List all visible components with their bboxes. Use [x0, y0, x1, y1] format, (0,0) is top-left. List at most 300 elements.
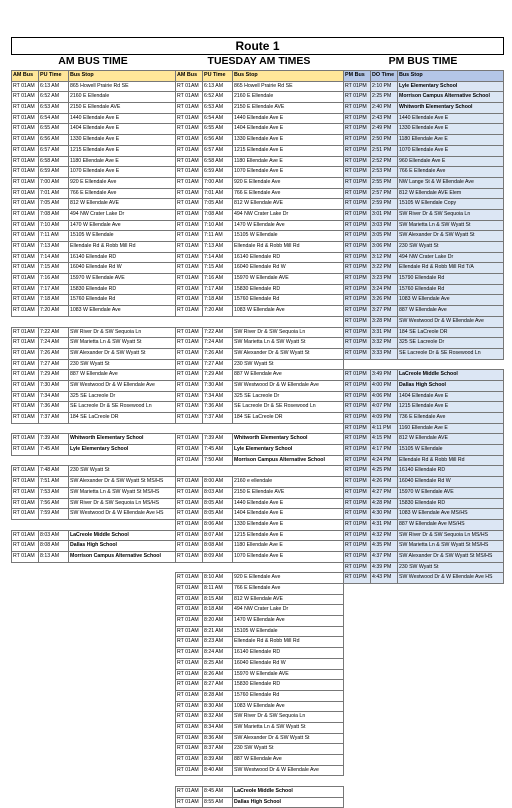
stop-cell: 2160 e ellendale — [233, 477, 344, 488]
stop-cell: 494 NW Crater Lake Dr — [233, 605, 344, 616]
stop-cell: Ellendale Rd & Robb Mill Rd T/A — [398, 263, 504, 274]
time-cell: 7:17 AM — [39, 284, 69, 295]
time-cell: 8:24 AM — [203, 648, 233, 659]
table-row — [176, 733, 344, 744]
table-row — [176, 722, 344, 733]
stop-cell: 16040 Ellendale Rd W — [233, 658, 344, 669]
time-cell: 6:13 AM — [203, 81, 233, 92]
pm-bus-header: PM Bus — [344, 71, 371, 82]
time-cell: 6:56 AM — [39, 135, 69, 146]
time-cell: 8:26 AM — [203, 669, 233, 680]
time-cell: 4:15 PM — [371, 434, 398, 445]
stop-cell: 766 E Ellendale Ave — [398, 167, 504, 178]
stop-cell: 887 W Ellendale Ave — [233, 755, 344, 766]
bus-cell: RT 01PM — [344, 530, 371, 541]
stop-cell: Dallas High School — [233, 797, 344, 808]
stop-cell: 1404 Ellendale Ave E — [69, 124, 176, 135]
bus-cell: RT 01PM — [344, 167, 371, 178]
time-cell: 7:30 AM — [39, 380, 69, 391]
table-row — [176, 455, 344, 466]
spacer-cell — [12, 316, 176, 327]
table-row — [344, 573, 504, 584]
bus-cell: RT 01AM — [176, 145, 203, 156]
time-cell: 3:33 PM — [371, 348, 398, 359]
bus-cell: RT 01PM — [344, 509, 371, 520]
am-schedule-table — [11, 70, 176, 563]
spacer-row — [12, 316, 176, 327]
bus-cell: RT 01PM — [344, 231, 371, 242]
table-row — [344, 199, 504, 210]
time-cell: 7:20 AM — [203, 306, 233, 317]
am-bus-header: AM Bus — [12, 71, 39, 82]
bus-cell: RT 01AM — [176, 252, 203, 263]
table-row — [176, 103, 344, 114]
table-row — [176, 744, 344, 755]
bus-cell: RT 01AM — [176, 177, 203, 188]
stop-cell: SW Alexander Dr & SW Wyatt St — [398, 231, 504, 242]
bus-cell: RT 01PM — [344, 306, 371, 317]
time-cell: 2:25 PM — [371, 92, 398, 103]
table-row — [344, 466, 504, 477]
table-row — [344, 113, 504, 124]
time-cell: 7:22 AM — [203, 327, 233, 338]
stop-cell: Morrison Campus Alternative School — [398, 92, 504, 103]
time-cell: 8:27 AM — [203, 680, 233, 691]
table-row — [12, 231, 176, 242]
table-row — [176, 530, 344, 541]
bus-cell: RT 01AM — [176, 81, 203, 92]
time-cell: 8:37 AM — [203, 744, 233, 755]
stop-cell: SW Marietta Ln & SW Wyatt St MS/HS — [69, 487, 176, 498]
table-row — [12, 252, 176, 263]
stop-cell: 1180 Ellendale Ave E — [69, 156, 176, 167]
time-cell: 8:11 AM — [203, 584, 233, 595]
bus-cell: RT 01AM — [176, 359, 203, 370]
bus-cell: RT 01AM — [12, 306, 39, 317]
spacer-row — [176, 466, 344, 477]
table-row — [12, 113, 176, 124]
bus-cell: RT 01AM — [12, 124, 39, 135]
time-cell: 7:08 AM — [39, 209, 69, 220]
stop-cell: 494 NW Crater Lake Dr — [398, 252, 504, 263]
table-row — [176, 124, 344, 135]
time-cell: 8:39 AM — [203, 755, 233, 766]
bus-cell: RT 01PM — [344, 541, 371, 552]
time-cell: 7:15 AM — [39, 263, 69, 274]
pm-time-header: DO Time — [371, 71, 398, 82]
bus-cell: RT 01AM — [12, 156, 39, 167]
time-cell: 3:06 PM — [371, 242, 398, 253]
table-row — [12, 188, 176, 199]
table-row — [344, 135, 504, 146]
time-cell: 7:37 AM — [39, 413, 69, 424]
stop-cell: 16040 Ellendale Rd W — [69, 263, 176, 274]
table-row — [12, 541, 176, 552]
time-cell: 8:07 AM — [203, 530, 233, 541]
spacer-row — [176, 776, 344, 787]
bus-cell: RT 01PM — [344, 252, 371, 263]
table-row — [12, 391, 176, 402]
bus-cell: RT 01PM — [344, 135, 371, 146]
bus-cell: RT 01AM — [12, 434, 39, 445]
table-row — [176, 167, 344, 178]
bus-cell: RT 01PM — [344, 370, 371, 381]
table-row — [344, 455, 504, 466]
time-cell: 8:55 AM — [203, 797, 233, 808]
bus-cell: RT 01AM — [12, 391, 39, 402]
stop-cell: Ellendale Rd & Robb Mill Rd — [69, 242, 176, 253]
bus-cell: RT 01PM — [344, 145, 371, 156]
bus-cell: RT 01AM — [176, 263, 203, 274]
stop-cell: SW River Dr & SW Sequoia Ln — [233, 327, 344, 338]
table-row — [176, 231, 344, 242]
spacer-cell — [12, 423, 176, 434]
table-row — [176, 594, 344, 605]
bus-cell: RT 01AM — [12, 263, 39, 274]
stop-cell: 812 W Ellendale AVE — [398, 434, 504, 445]
time-cell: 4:11 PM — [371, 423, 398, 434]
table-row — [344, 434, 504, 445]
stop-cell: 230 SW Wyatt St — [233, 359, 344, 370]
table-row — [12, 295, 176, 306]
table-row — [344, 509, 504, 520]
spacer-cell — [176, 562, 344, 573]
stop-cell: 960 Ellendale Ave E — [398, 156, 504, 167]
time-cell: 2:51 PM — [371, 145, 398, 156]
bus-cell: RT 01AM — [12, 209, 39, 220]
time-cell: 6:55 AM — [203, 124, 233, 135]
stop-cell: 1070 Ellendale Ave E — [233, 551, 344, 562]
stop-cell: 16140 Ellendale RD — [398, 466, 504, 477]
tuesday-schedule-table — [175, 70, 344, 808]
table-row — [176, 370, 344, 381]
time-cell: 7:18 AM — [203, 295, 233, 306]
table-row — [344, 530, 504, 541]
time-cell: 6:52 AM — [203, 92, 233, 103]
time-cell: 4:06 PM — [371, 391, 398, 402]
stop-cell: 887 W Ellendale Ave — [398, 306, 504, 317]
table-row — [344, 231, 504, 242]
stop-cell: NW Lange St & W Ellendale Ave — [398, 177, 504, 188]
table-row — [12, 509, 176, 520]
time-cell: 6:13 AM — [39, 81, 69, 92]
stop-cell: 1083 W Ellendale Ave — [69, 306, 176, 317]
stop-cell: 15790 Ellendale Rd — [398, 274, 504, 285]
table-row — [12, 199, 176, 210]
stop-cell: 1215 Ellendale Ave E — [398, 402, 504, 413]
stop-cell: 1160 Ellendale Ave E — [398, 423, 504, 434]
bus-cell: RT 01AM — [12, 252, 39, 263]
stop-cell: 1083 W Ellendale Ave — [233, 306, 344, 317]
bus-cell: RT 01AM — [176, 487, 203, 498]
table-row — [12, 402, 176, 413]
stop-cell: 15830 Ellendale RD — [233, 284, 344, 295]
table-row — [344, 295, 504, 306]
time-cell: 8:03 AM — [39, 530, 69, 541]
table-row — [176, 145, 344, 156]
stop-cell: 1180 Ellendale Ave E — [233, 541, 344, 552]
table-row — [176, 220, 344, 231]
bus-cell: RT 01PM — [344, 188, 371, 199]
bus-cell: RT 01AM — [176, 765, 203, 776]
stop-cell: 325 SE Lacreole Dr — [398, 338, 504, 349]
stop-cell: 1070 Ellendale Ave E — [69, 167, 176, 178]
bus-cell: RT 01AM — [12, 487, 39, 498]
bus-cell: RT 01AM — [12, 113, 39, 124]
bus-cell: RT 01PM — [344, 177, 371, 188]
stop-cell: 16140 Ellendale RD — [233, 648, 344, 659]
spacer-row — [176, 316, 344, 327]
stop-cell: 1330 Ellendale Ave E — [233, 519, 344, 530]
bus-cell: RT 01PM — [344, 498, 371, 509]
tuesday-section-title: TUESDAY AM TIMES — [207, 55, 311, 67]
time-cell: 7:36 AM — [203, 402, 233, 413]
bus-cell: RT 01AM — [12, 477, 39, 488]
bus-cell: RT 01AM — [176, 584, 203, 595]
time-cell: 7:15 AM — [203, 263, 233, 274]
time-cell: 7:11 AM — [39, 231, 69, 242]
bus-cell: RT 01AM — [176, 722, 203, 733]
stop-cell: 1180 Ellendale Ave E — [233, 156, 344, 167]
bus-cell: RT 01AM — [12, 338, 39, 349]
time-cell: 7:24 AM — [203, 338, 233, 349]
time-cell: 7:10 AM — [203, 220, 233, 231]
time-cell: 3:23 PM — [371, 274, 398, 285]
time-cell: 6:58 AM — [39, 156, 69, 167]
table-row — [344, 402, 504, 413]
stop-cell: Ellendale Rd & Robb Mill Rd — [398, 455, 504, 466]
bus-cell: RT 01AM — [176, 755, 203, 766]
table-row — [12, 466, 176, 477]
bus-cell: RT 01AM — [176, 156, 203, 167]
time-cell: 8:21 AM — [203, 626, 233, 637]
table-row — [12, 263, 176, 274]
time-cell: 7:36 AM — [39, 402, 69, 413]
time-cell: 6:54 AM — [39, 113, 69, 124]
table-row — [176, 274, 344, 285]
time-cell: 7:16 AM — [39, 274, 69, 285]
stop-cell: LaCreole Middle School — [233, 787, 344, 798]
table-row — [12, 338, 176, 349]
bus-cell: RT 01AM — [176, 637, 203, 648]
time-cell: 4:27 PM — [371, 487, 398, 498]
time-cell: 6:58 AM — [203, 156, 233, 167]
bus-cell: RT 01AM — [176, 733, 203, 744]
stop-cell: 1440 Ellendale Ave E — [233, 498, 344, 509]
table-row — [12, 445, 176, 456]
stop-cell: Whitworth Elementary School — [233, 434, 344, 445]
time-cell: 7:26 AM — [39, 348, 69, 359]
time-cell: 7:01 AM — [203, 188, 233, 199]
table-row — [176, 669, 344, 680]
bus-cell: RT 01PM — [344, 455, 371, 466]
time-cell: 7:00 AM — [39, 177, 69, 188]
spacer-cell — [176, 316, 344, 327]
table-row — [344, 242, 504, 253]
stop-cell: 865 Howell Prairie Rd SE — [233, 81, 344, 92]
time-cell: 8:03 AM — [203, 487, 233, 498]
stop-cell: 1470 W Ellendale Ave — [233, 616, 344, 627]
time-cell: 7:27 AM — [203, 359, 233, 370]
table-row — [176, 626, 344, 637]
time-cell: 8:08 AM — [203, 541, 233, 552]
bus-cell: RT 01AM — [12, 530, 39, 541]
spacer-cell — [12, 455, 176, 466]
table-row — [344, 284, 504, 295]
stop-cell: 1404 Ellendale Ave E — [398, 391, 504, 402]
table-row — [176, 487, 344, 498]
time-cell: 7:34 AM — [203, 391, 233, 402]
stop-cell: 325 SE Lacreole Dr — [233, 391, 344, 402]
stop-cell: Morrison Campus Alternative School — [69, 551, 176, 562]
stop-cell: 230 SW Wyatt St — [233, 744, 344, 755]
bus-cell: RT 01AM — [12, 327, 39, 338]
stop-cell: SW River Dr & SW Sequoia Ln — [69, 327, 176, 338]
time-cell: 2:40 PM — [371, 103, 398, 114]
stop-cell: 1330 Ellendale Ave E — [398, 124, 504, 135]
spacer-cell — [176, 776, 344, 787]
bus-cell: RT 01AM — [12, 466, 39, 477]
time-cell: 7:37 AM — [203, 413, 233, 424]
bus-cell: RT 01AM — [176, 295, 203, 306]
time-cell: 2:50 PM — [371, 135, 398, 146]
bus-cell: RT 01PM — [344, 124, 371, 135]
bus-cell: RT 01AM — [176, 541, 203, 552]
bus-cell: RT 01AM — [176, 306, 203, 317]
bus-cell: RT 01AM — [176, 124, 203, 135]
stop-cell: SW Marietta Ln & SW Wyatt St — [233, 722, 344, 733]
table-row — [176, 680, 344, 691]
table-row — [12, 413, 176, 424]
time-cell: 2:43 PM — [371, 113, 398, 124]
table-row — [12, 274, 176, 285]
bus-cell: RT 01PM — [344, 316, 371, 327]
bus-cell: RT 01PM — [344, 466, 371, 477]
table-row — [176, 113, 344, 124]
am-stop-header: Bus Stop — [69, 71, 176, 82]
stop-cell: 1070 Ellendale Ave E — [233, 167, 344, 178]
stop-cell: 1083 W Ellendale Ave MS/HS — [398, 509, 504, 520]
stop-cell: 2160 E Ellendale — [69, 92, 176, 103]
time-cell: 4:07 PM — [371, 402, 398, 413]
bus-cell: RT 01PM — [344, 199, 371, 210]
bus-cell: RT 01AM — [12, 541, 39, 552]
bus-cell: RT 01AM — [176, 744, 203, 755]
table-row — [12, 370, 176, 381]
bus-cell: RT 01AM — [176, 103, 203, 114]
time-cell: 8:10 AM — [203, 573, 233, 584]
stop-cell: 887 W Ellendale Ave — [69, 370, 176, 381]
stop-cell: SW River Dr & SW Sequoia Ln — [233, 712, 344, 723]
stop-cell: Ellendale Rd & Robb Mill Rd — [233, 637, 344, 648]
stop-cell: SW River Dr & SW Sequoia Ln — [398, 209, 504, 220]
time-cell: 7:05 AM — [203, 199, 233, 210]
bus-cell: RT 01PM — [344, 242, 371, 253]
bus-cell: RT 01AM — [176, 92, 203, 103]
spacer-row — [344, 359, 504, 370]
am-time-header: PU Time — [39, 71, 69, 82]
stop-cell: 1330 Ellendale Ave E — [69, 135, 176, 146]
bus-cell: RT 01PM — [344, 220, 371, 231]
time-cell: 4:32 PM — [371, 530, 398, 541]
bus-cell: RT 01PM — [344, 284, 371, 295]
table-row — [176, 306, 344, 317]
bus-cell: RT 01AM — [12, 92, 39, 103]
table-row — [176, 434, 344, 445]
spacer-cell — [344, 359, 504, 370]
stop-cell: 15970 W Ellendale AVE — [233, 669, 344, 680]
time-cell: 3:03 PM — [371, 220, 398, 231]
stop-cell: 184 SE LaCreole DR — [69, 413, 176, 424]
stop-cell: 1440 Ellendale Ave E — [233, 113, 344, 124]
stop-cell: 230 SW Wyatt St — [398, 242, 504, 253]
table-row — [176, 541, 344, 552]
bus-cell: RT 01PM — [344, 551, 371, 562]
stop-cell: 2150 E Ellendale AVE — [233, 103, 344, 114]
time-cell: 8:00 AM — [203, 477, 233, 488]
time-cell: 4:43 PM — [371, 573, 398, 584]
time-cell: 7:29 AM — [39, 370, 69, 381]
bus-cell: RT 01AM — [176, 199, 203, 210]
bus-cell: RT 01AM — [12, 509, 39, 520]
stop-cell: 15830 Ellendale RD — [233, 680, 344, 691]
stop-cell: 230 SW Wyatt St — [69, 466, 176, 477]
stop-cell: SE Lacreole Dr & SE Rosewood Ln — [233, 402, 344, 413]
time-cell: 3:24 PM — [371, 284, 398, 295]
bus-cell: RT 01AM — [12, 445, 39, 456]
bus-cell: RT 01AM — [12, 242, 39, 253]
stop-cell: 15105 W Ellendale — [233, 231, 344, 242]
table-row — [176, 787, 344, 798]
table-row — [344, 327, 504, 338]
table-row — [12, 167, 176, 178]
bus-cell: RT 01AM — [12, 274, 39, 285]
bus-cell: RT 01AM — [176, 135, 203, 146]
bus-cell: RT 01AM — [176, 509, 203, 520]
table-row — [176, 690, 344, 701]
table-row — [176, 477, 344, 488]
table-row — [12, 92, 176, 103]
stop-cell: 766 E Ellendale Ave — [233, 188, 344, 199]
table-row — [344, 477, 504, 488]
table-row — [344, 252, 504, 263]
bus-cell: RT 01AM — [176, 477, 203, 488]
time-cell: 4:39 PM — [371, 562, 398, 573]
time-cell: 3:31 PM — [371, 327, 398, 338]
bus-cell: RT 01PM — [344, 519, 371, 530]
table-row — [344, 220, 504, 231]
spacer-row — [12, 519, 176, 530]
bus-cell: RT 01PM — [344, 156, 371, 167]
time-cell: 8:32 AM — [203, 712, 233, 723]
time-cell: 4:17 PM — [371, 445, 398, 456]
time-cell: 8:18 AM — [203, 605, 233, 616]
bus-cell: RT 01AM — [12, 295, 39, 306]
time-cell: 6:53 AM — [39, 103, 69, 114]
stop-cell: Whitworth Elementary School — [398, 103, 504, 114]
table-row — [176, 648, 344, 659]
bus-cell: RT 01AM — [176, 658, 203, 669]
bus-cell: RT 01AM — [176, 380, 203, 391]
table-row — [176, 573, 344, 584]
stop-cell: 15105 W Ellendale — [69, 231, 176, 242]
bus-cell: RT 01AM — [12, 413, 39, 424]
time-cell: 3:22 PM — [371, 263, 398, 274]
table-row — [176, 519, 344, 530]
bus-cell: RT 01AM — [176, 455, 203, 466]
table-row — [176, 359, 344, 370]
spacer-cell — [176, 466, 344, 477]
